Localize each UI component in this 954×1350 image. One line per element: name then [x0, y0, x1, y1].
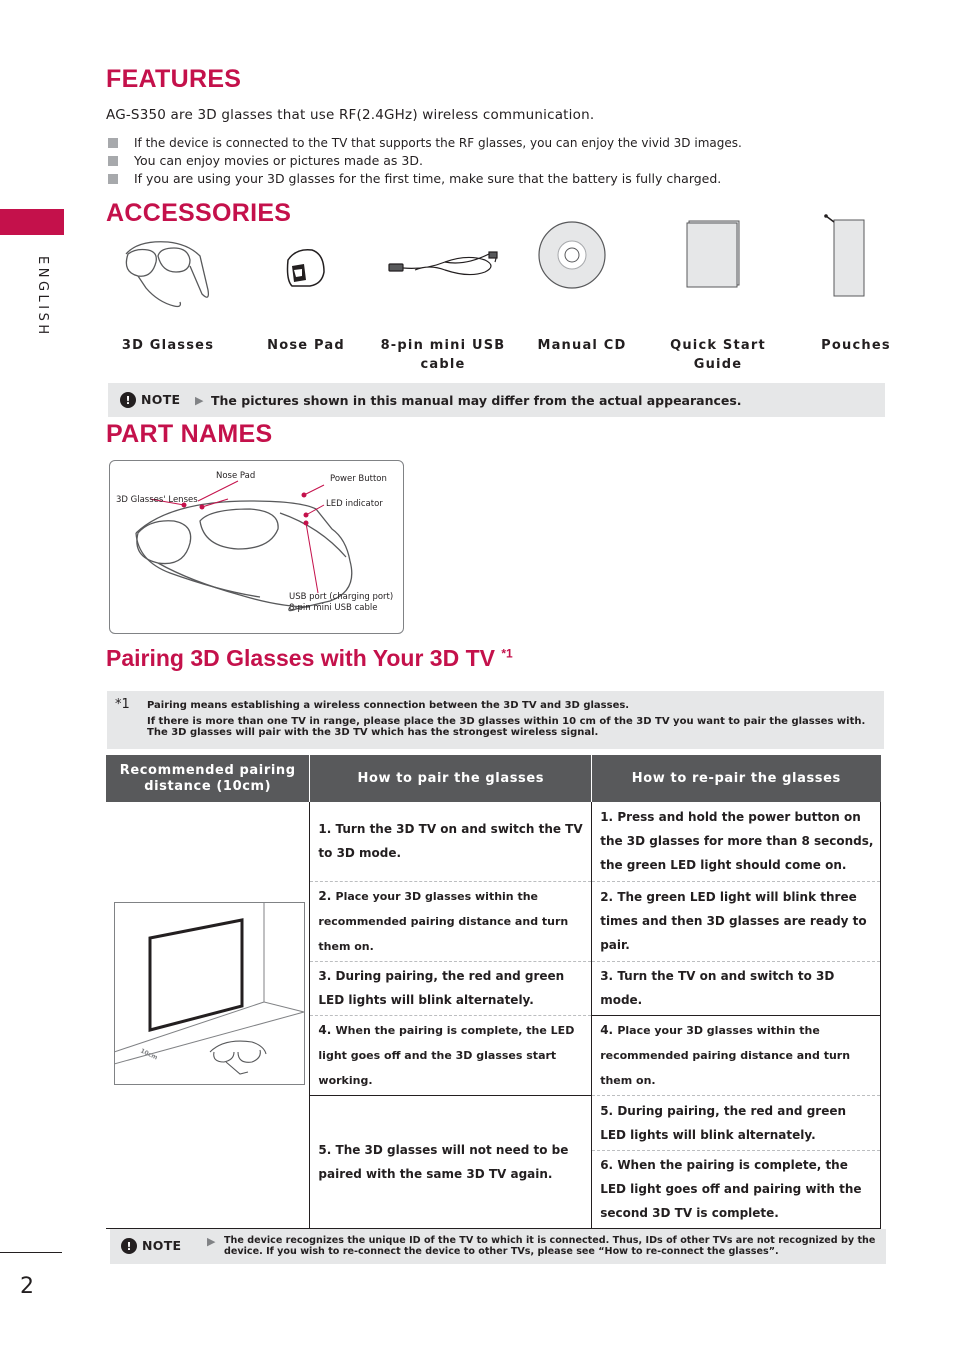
label-usb-cable: 8-pin mini USB cable [289, 603, 378, 613]
pair-step: 2. Place your 3D glasses within the recommended pairing distance and turn them on. [310, 881, 592, 961]
square-bullet-icon [108, 138, 118, 148]
part-names-heading: PART NAMES [106, 420, 273, 448]
page-number: 2 [20, 1274, 34, 1299]
features-list [106, 134, 826, 188]
pair-step: 4. When the pairing is complete, the LED light goes off and the 3D glasses start working. [310, 1015, 592, 1095]
label-led-indicator: LED indicator [326, 499, 383, 509]
quick-start-guide-image [686, 220, 742, 288]
repair-step: 3. Turn the TV on and switch to 3D mode. [592, 961, 881, 1015]
label-usb-port: USB port (charging port) [289, 592, 394, 602]
footnote-line: Pairing means establishing a wireless connection between the 3D TV and 3D glasses. [147, 700, 630, 711]
accessories-heading: ACCESSORIES [106, 199, 292, 227]
note-text: The device recognizes the unique ID of the TV to which it is connected. Thus, IDs of other TVs are not recognized by the device. If you wish to re-connect the device to other TVs, please see “How to re-connect the glasses”. [224, 1235, 876, 1257]
features-bullet: You can enjoy movies or pictures made as 3D. [106, 152, 826, 170]
header-distance: Recommended pairing distance (10cm) [106, 755, 310, 802]
pairing-table [106, 755, 881, 1229]
footnote-line: The 3D glasses will pair with the 3D TV which has the strongest wireless signal. [147, 727, 599, 738]
note-label: NOTE [141, 392, 181, 407]
pair-step: 5. The 3D glasses will not need to be paired with the same 3D TV again. [310, 1095, 592, 1228]
header-repair: How to re-pair the glasses [592, 755, 881, 802]
accessory-label-3d-glasses: 3D Glasses [121, 338, 215, 353]
3d-glasses-image [118, 232, 214, 312]
features-heading: FEATURES [106, 65, 242, 93]
note-bar-device-id [110, 1229, 886, 1264]
triangle-right-icon: ▶ [195, 394, 204, 407]
table-header-row [106, 755, 881, 802]
part-names-figure [109, 460, 404, 634]
repair-step: 6. When the pairing is complete, the LED light goes off and pairing with the second 3D TV is complete. [592, 1150, 881, 1228]
note-label: NOTE [142, 1238, 182, 1253]
manual-cd-image [537, 220, 607, 290]
distance-label: 10cm [139, 1047, 159, 1062]
label-power-button: Power Button [330, 474, 387, 484]
tv-distance-illustration [114, 902, 306, 1086]
square-bullet-icon [108, 174, 118, 184]
usb-cable-image [385, 246, 505, 282]
exclamation-icon: ! [120, 392, 136, 408]
accessory-label-usb-cable: 8-pin mini USB cable [380, 338, 506, 372]
square-bullet-icon [108, 156, 118, 166]
footnote-mark: *1 [115, 697, 130, 712]
label-nose-pad: Nose Pad [216, 471, 256, 481]
pouch-image [822, 214, 868, 298]
pair-step: 1. Turn the 3D TV on and switch the TV to 3D mode. [310, 802, 592, 881]
language-tab [0, 209, 64, 235]
language-label: ENGLISH [35, 256, 50, 338]
header-pair: How to pair the glasses [310, 755, 592, 802]
features-intro: AG-S350 are 3D glasses that use RF(2.4GHz) wireless communication. [106, 107, 595, 123]
page-rule [0, 1252, 62, 1253]
pairing-heading: Pairing 3D Glasses with Your 3D TV $^{*1}$ [106, 645, 513, 671]
repair-step: 2. The green LED light will blink three times and then 3D glasses are ready to pair. [592, 881, 881, 961]
note-bar-appearance [108, 383, 885, 417]
repair-step: 4. Place your 3D glasses within the recommended pairing distance and turn them on. [592, 1015, 881, 1095]
distance-illustration-cell [106, 802, 310, 1228]
nose-pad-image [282, 244, 328, 290]
accessory-label-nose-pad: Nose Pad [267, 338, 345, 353]
pairing-footnote [107, 691, 884, 749]
pair-step: 3. During pairing, the red and green LED lights will blink alternately. [310, 961, 592, 1015]
footnote-line: If there is more than one TV in range, please place the 3D glasses within 10 cm of the 3D TV you want to pair the glasses with. [147, 716, 866, 727]
repair-step: 1. Press and hold the power button on the 3D glasses for more than 8 seconds, the green LED light should come on. [592, 802, 881, 881]
features-bullet: If you are using your 3D glasses for the first time, make sure that the battery is fully charged. [106, 170, 826, 188]
note-text: The pictures shown in this manual may differ from the actual appearances. [211, 393, 742, 408]
accessory-label-pouches: Pouches [821, 338, 891, 353]
features-bullet: If the device is connected to the TV that supports the RF glasses, you can enjoy the vivid 3D images. [106, 134, 826, 152]
accessory-label-quick-start-guide: Quick Start Guide [670, 338, 766, 372]
triangle-right-icon: ▶ [207, 1235, 216, 1248]
label-lenses: 3D Glasses' Lenses [116, 495, 198, 505]
repair-step: 5. During pairing, the red and green LED lights will blink alternately. [592, 1095, 881, 1150]
exclamation-icon: ! [121, 1238, 137, 1254]
accessory-label-manual-cd: Manual CD [537, 338, 627, 353]
